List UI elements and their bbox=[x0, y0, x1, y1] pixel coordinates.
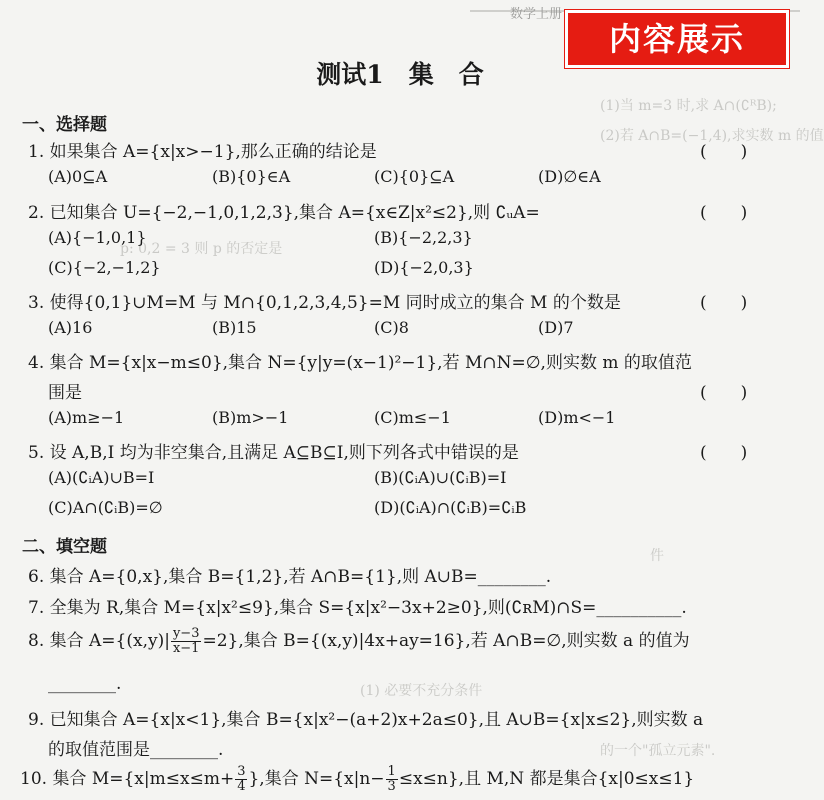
q10-denominator-1: 4 bbox=[237, 779, 246, 794]
answer-paren: ( ) bbox=[700, 443, 748, 463]
ghost-text: 件 bbox=[650, 548, 664, 564]
q10-numerator-1: 3 bbox=[237, 764, 246, 779]
question-7: 7. 全集为 R,集合 M={x|x²≤9},集合 S={x|x²−3x+2≥0},则(∁ʀM)∩S=__________. bbox=[28, 598, 687, 618]
question-4-cont: 围是 bbox=[48, 383, 82, 403]
q5-option-b: (B)(∁ᵢA)∪(∁ᵢB)=I bbox=[374, 468, 507, 487]
question-10 bbox=[20, 764, 694, 794]
q3-option-c: (C)8 bbox=[374, 318, 409, 337]
q10-fraction-1 bbox=[235, 765, 247, 794]
section-choice-heading: 一、选择题 bbox=[22, 115, 107, 135]
q4-option-c: (C)m≤−1 bbox=[374, 408, 451, 427]
question-8 bbox=[28, 626, 690, 656]
q8-suffix: =2},集合 B={(x,y)|4x+ay=16},若 A∩B=∅,则实数 a 的值为 bbox=[202, 631, 690, 651]
q5-option-c: (C)A∩(∁ᵢB)=∅ bbox=[48, 498, 163, 517]
question-5: 5. 设 A,B,I 均为非空集合,且满足 A⊆B⊆I,则下列各式中错误的是 bbox=[28, 443, 519, 463]
q3-option-d: (D)7 bbox=[538, 318, 574, 337]
q8-denominator: x−1 bbox=[172, 641, 200, 656]
answer-paren: ( ) bbox=[700, 142, 748, 162]
q10-numerator-2: 1 bbox=[387, 764, 396, 779]
q2-option-a: (A){−1,0,1} bbox=[48, 228, 147, 247]
q2-option-b: (B){−2,2,3} bbox=[374, 228, 473, 247]
ghost-text: 的一个"孤立元素". bbox=[600, 743, 716, 759]
q10-middle: },集合 N={x|n− bbox=[248, 769, 385, 789]
q8-prefix: 8. 集合 A={(x,y)| bbox=[28, 631, 170, 651]
q3-option-a: (A)16 bbox=[48, 318, 93, 337]
ghost-text: p: 0,2 = 3 则 p 的否定是 bbox=[120, 241, 283, 257]
q2-option-c: (C){−2,−1,2} bbox=[48, 258, 161, 277]
page-title: 测试1 集 合 bbox=[316, 60, 484, 89]
q5-option-d: (D)(∁ᵢA)∩(∁ᵢB)=∁ᵢB bbox=[374, 498, 527, 517]
question-9-cont: 的取值范围是________. bbox=[48, 740, 224, 760]
q10-suffix: ≤x≤n},且 M,N 都是集合{x|0≤x≤1} bbox=[398, 769, 695, 789]
q8-fraction bbox=[171, 627, 202, 656]
q1-option-c: (C){0}⊆A bbox=[374, 167, 455, 186]
book-title: 数学上册 bbox=[510, 7, 563, 22]
answer-paren: ( ) bbox=[700, 383, 748, 403]
q2-option-d: (D){−2,0,3} bbox=[374, 258, 474, 277]
question-1: 1. 如果集合 A={x|x>−1},那么正确的结论是 bbox=[28, 142, 377, 162]
q3-option-b: (B)15 bbox=[212, 318, 257, 337]
ghost-text: (1)当 m=3 时,求 A∩(∁ᴿB); bbox=[600, 98, 777, 114]
answer-paren: ( ) bbox=[700, 203, 748, 223]
q10-prefix: 10. 集合 M={x|m≤x≤m+ bbox=[20, 769, 235, 789]
answer-paren: ( ) bbox=[700, 293, 748, 313]
q10-fraction-2 bbox=[386, 765, 398, 794]
q4-option-a: (A)m≥−1 bbox=[48, 408, 125, 427]
q4-option-d: (D)m<−1 bbox=[538, 408, 616, 427]
question-9: 9. 已知集合 A={x|x<1},集合 B={x|x²−(a+2)x+2a≤0},且 A∪B={x|x≤2},则实数 a bbox=[28, 710, 704, 730]
ghost-text: (1) 必要不充分条件 bbox=[360, 683, 483, 699]
q1-option-a: (A)0⊆A bbox=[48, 167, 108, 186]
q1-option-b: (B){0}∈A bbox=[212, 167, 291, 186]
q4-option-b: (B)m>−1 bbox=[212, 408, 289, 427]
q10-denominator-2: 3 bbox=[387, 779, 396, 794]
section-fill-heading: 二、填空题 bbox=[22, 537, 107, 557]
question-8-blank: ________. bbox=[48, 674, 122, 694]
content-display-badge: 内容展示 bbox=[565, 10, 789, 68]
question-3: 3. 使得{0,1}∪M=M 与 M∩{0,1,2,3,4,5}=M 同时成立的集合 M 的个数是 bbox=[28, 293, 621, 313]
q8-numerator: y−3 bbox=[172, 626, 200, 641]
q5-option-a: (A)(∁ᵢA)∪B=I bbox=[48, 468, 155, 487]
ghost-text: (2)若 A∩B=(−1,4),求实数 m 的值 bbox=[600, 128, 824, 144]
question-4: 4. 集合 M={x|x−m≤0},集合 N={y|y=(x−1)²−1},若 M∩N=∅,则实数 m 的取值范 bbox=[28, 353, 692, 373]
q1-option-d: (D)∅∈A bbox=[538, 167, 601, 186]
question-6: 6. 集合 A={0,x},集合 B={1,2},若 A∩B={1},则 A∪B=________. bbox=[28, 567, 552, 587]
question-2: 2. 已知集合 U={−2,−1,0,1,2,3},集合 A={x∈Z|x²≤2},则 ∁ᵤA= bbox=[28, 203, 540, 223]
